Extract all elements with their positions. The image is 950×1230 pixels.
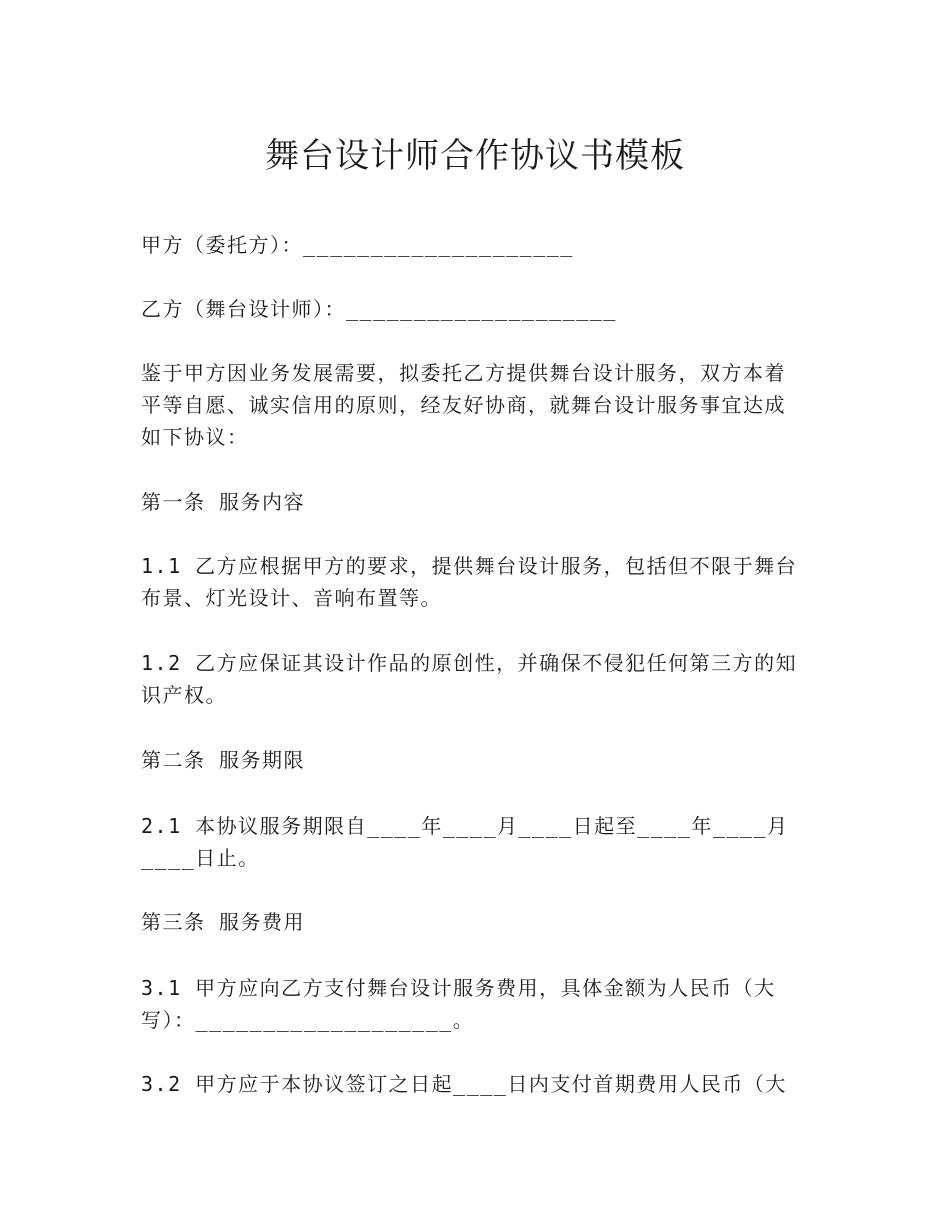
preamble-paragraph: 鉴于甲方因业务发展需要，拟委托乙方提供舞台设计服务，双方本着平等自愿、诚实信用的原则，经友好协商，就舞台设计服务事宜达成如下协议： [141,361,786,449]
clause-3-1: 3.1 甲方应向乙方支付舞台设计服务费用，具体金额为人民币（大写）：___________________。 [141,976,776,1032]
party-b-line: 乙方（舞台设计师）：____________________ [141,297,617,321]
party-a-line: 甲方（委托方）：____________________ [141,233,574,257]
clause-3-2: 3.2 甲方应于本协议签订之日起____日内支付首期费用人民币（大 [141,1072,787,1096]
document-title: 舞台设计师合作协议书模板 [265,136,685,176]
clause-1-2: 1.2 乙方应保证其设计作品的原创性，并确保不侵犯任何第三方的知识产权。 [141,651,798,707]
article-3-heading: 第三条 服务费用 [141,910,306,934]
article-2-heading: 第二条 服务期限 [141,748,306,772]
clause-1-1: 1.1 乙方应根据甲方的要求，提供舞台设计服务，包括但不限于舞台布景、灯光设计、音响布置等。 [141,554,798,610]
clause-2-1: 2.1 本协议服务期限自____年____月____日起至____年____月____日止。 [141,814,789,870]
article-1-heading: 第一条 服务内容 [141,490,306,514]
